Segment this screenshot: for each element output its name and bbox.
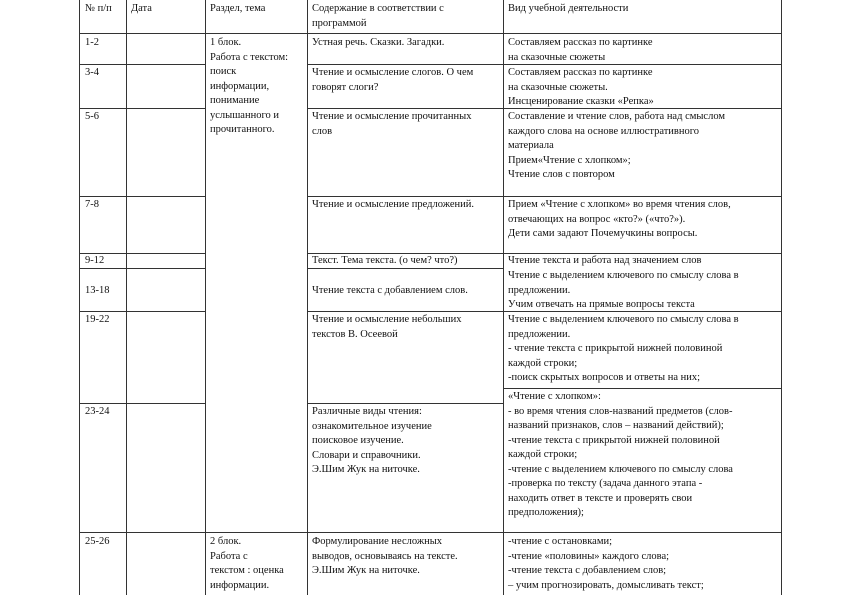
row-line: [307, 196, 782, 197]
row-activity: Чтение с выделением ключевого по смыслу слова в предложении. - чтение текста с прикрытой нижней половиной каждой строки; -поиск скрытых вопросов и ответы на них;: [508, 314, 739, 383]
row-content: Текст. Тема текста. (о чем? что?): [312, 255, 458, 266]
row-content: Формулирование несложных выводов, основываясь на тексте. Э.Шим Жук на ниточке.: [312, 536, 458, 576]
row-line: [79, 33, 782, 34]
row-activity: Составление и чтение слов, работа над смыслом каждого слова на основе иллюстративного материала Прием«Чтение с хлопком»; Чтение слов с повтором: [508, 111, 726, 180]
row-line: [79, 403, 205, 404]
row-content: Чтение текста с добавлением слов.: [312, 285, 468, 296]
row-line: [79, 311, 205, 312]
section-block-1: 1 блок. Работа с текстом: поиск информации, понимание услышанного и прочитанного.: [210, 37, 289, 135]
header-activity: Вид учебной деятельности: [508, 3, 629, 14]
section-block-2: 2 блок. Работа с текстом : оценка информации.: [210, 536, 284, 591]
row-num: 7-8: [85, 199, 99, 210]
row-line: [79, 64, 205, 65]
row-line: [79, 196, 205, 197]
row-num: 1-2: [85, 37, 99, 48]
row-num: 23-24: [85, 406, 110, 417]
row-line: [503, 388, 782, 389]
column-divider-activity: [503, 0, 504, 595]
header-num: № п/п: [85, 3, 112, 14]
row-num: 13-18: [85, 285, 110, 296]
row-num: 3-4: [85, 67, 99, 78]
row-content: Чтение и осмысление слогов. О чем говорят слоги?: [312, 67, 474, 93]
table-border-right: [781, 0, 782, 595]
row-num: 5-6: [85, 111, 99, 122]
row-content: Чтение и осмысление предложений.: [312, 199, 475, 210]
column-divider-content: [307, 0, 308, 595]
header-content: Содержание в соответствии с программой: [312, 3, 444, 29]
row-num: 25-26: [85, 536, 110, 547]
row-activity: Составляем рассказ по картинке на сказочные сюжеты: [508, 37, 653, 63]
row-activity: Чтение текста и работа над значением слов: [508, 255, 702, 266]
column-divider-section: [205, 0, 206, 595]
row-content: Устная речь. Сказки. Загадки.: [312, 37, 445, 48]
header-section: Раздел, тема: [210, 3, 266, 14]
row-activity: Составляем рассказ по картинке на сказочные сюжеты. Инсценирование сказки «Репка»: [508, 67, 654, 107]
row-content: Чтение и осмысление прочитанных слов: [312, 111, 472, 137]
row-activity: -чтение с остановками; -чтение «половины» каждого слова; -чтение текста с добавлением слов; – учим прогнозировать, домысливать текст;: [508, 536, 704, 591]
row-line: [79, 108, 205, 109]
row-activity: Чтение с выделением ключевого по смыслу слова в предложении. Учим отвечать на прямые вопросы текста: [508, 270, 739, 310]
row-line: [307, 403, 503, 404]
row-activity: «Чтение с хлопком»: - во время чтения слов-названий предметов (слов- названий признаков, слов – названий действий); -чтение текста с прикрытой нижней половиной каждой строки; -чтение с выделением ключевого по смыслу слова -проверка по тексту (задача данного этапа - находить ответ в тексте и проверять свои предположения);: [508, 391, 733, 518]
row-content: Различные виды чтения: ознакомительное изучение поисковое изучение. Словари и справочники. Э.Шим Жук на ниточке.: [312, 406, 432, 475]
row-num: 9-12: [85, 255, 105, 266]
row-line: [79, 532, 782, 533]
row-content: Чтение и осмысление небольших текстов В. Осеевой: [312, 314, 462, 340]
table-border-left: [79, 0, 80, 595]
header-date: Дата: [131, 3, 152, 14]
column-divider-date: [126, 0, 127, 595]
row-num: 19-22: [85, 314, 110, 325]
row-activity: Прием «Чтение с хлопком» во время чтения слов, отвечающих на вопрос «кто?» («что?»). Дети сами задают Почемучкины вопросы.: [508, 199, 731, 239]
